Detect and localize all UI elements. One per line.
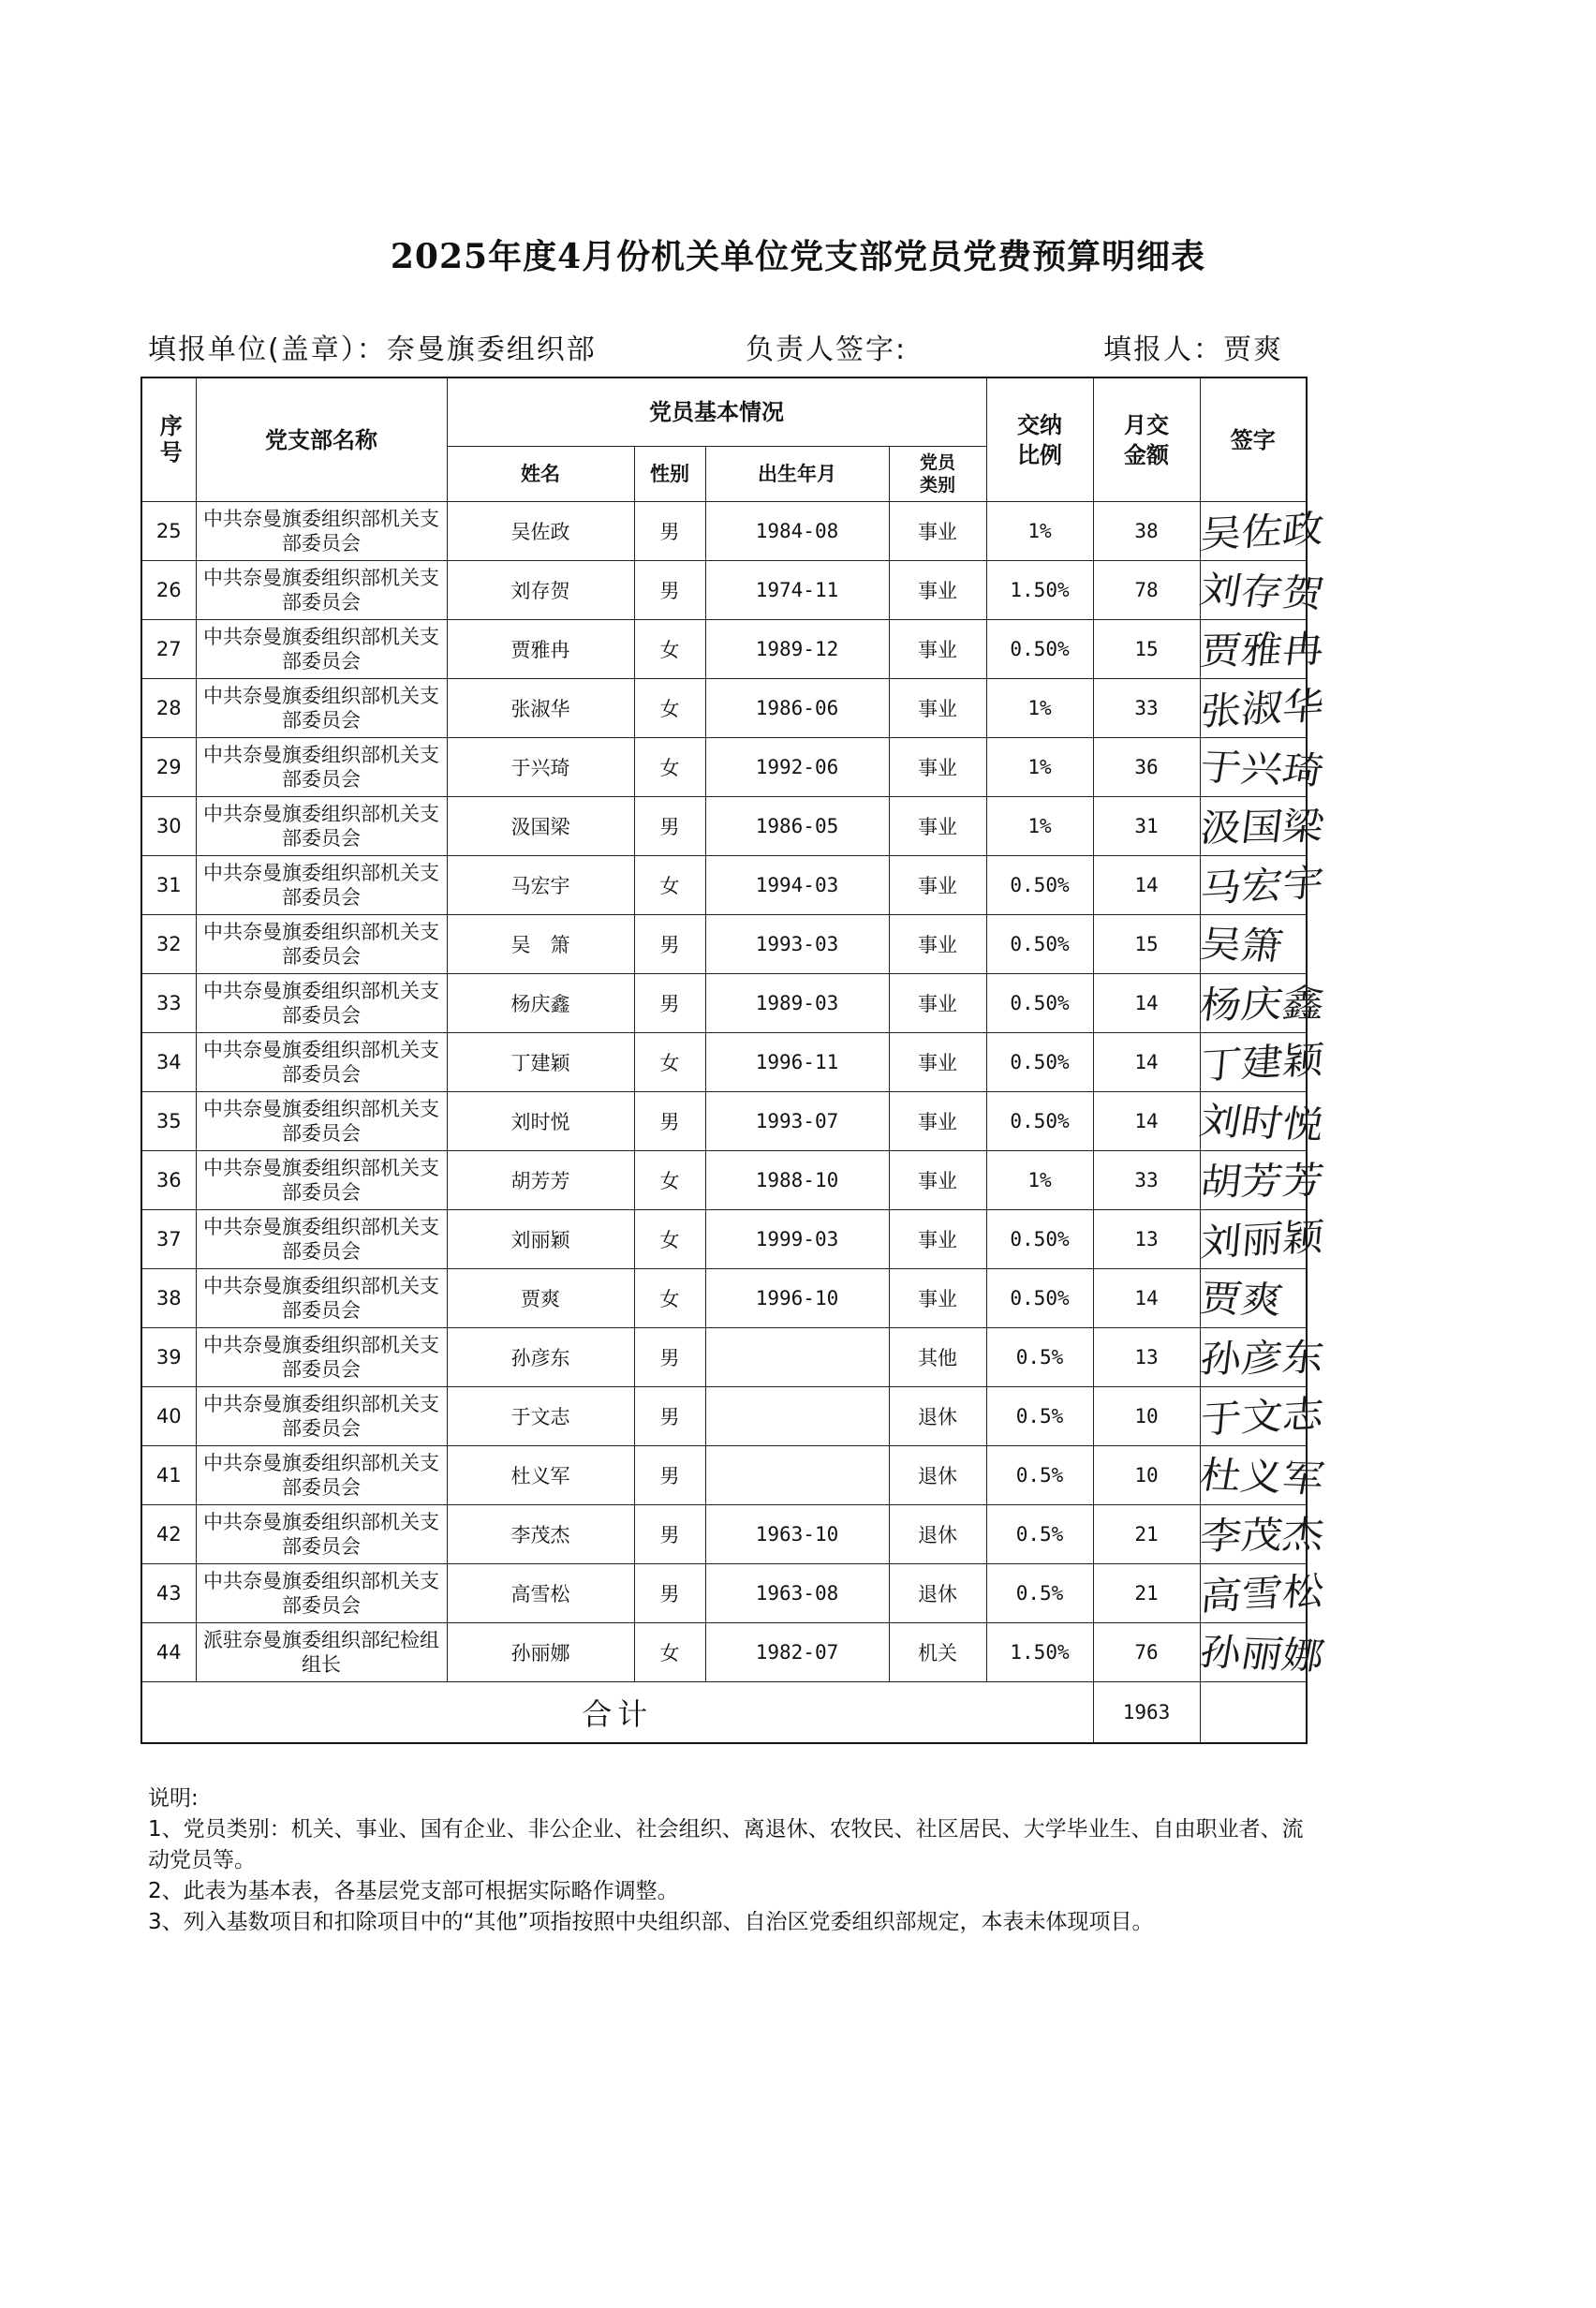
total-signature-cell <box>1200 1682 1307 1744</box>
cell-branch: 派驻奈曼旗委组织部纪检组组长 <box>196 1623 447 1682</box>
cell-category: 退休 <box>889 1564 986 1623</box>
cell-no: 32 <box>141 915 196 974</box>
cell-no: 27 <box>141 620 196 679</box>
cell-gender: 男 <box>634 1328 705 1387</box>
table-row <box>141 797 1307 856</box>
table-row <box>141 561 1307 620</box>
cell-ratio: 1% <box>986 502 1093 561</box>
table-row <box>141 1387 1307 1446</box>
cell-gender: 女 <box>634 1623 705 1682</box>
cell-gender: 男 <box>634 1446 705 1505</box>
cell-no: 28 <box>141 679 196 738</box>
svg-text:胡芳芳: 胡芳芳 <box>1197 1159 1315 1205</box>
cell-no: 40 <box>141 1387 196 1446</box>
cell-branch: 中共奈曼旗委组织部机关支部委员会 <box>196 1269 447 1328</box>
cell-branch: 中共奈曼旗委组织部机关支部委员会 <box>196 1092 447 1151</box>
cell-ratio: 0.50% <box>986 974 1093 1033</box>
cell-branch: 中共奈曼旗委组织部机关支部委员会 <box>196 502 447 561</box>
party-fee-table <box>140 377 1316 1744</box>
svg-text:于兴琦: 于兴琦 <box>1195 746 1316 793</box>
cell-category: 事业 <box>889 915 986 974</box>
table-row <box>141 915 1307 974</box>
cell-name: 张淑华 <box>447 679 634 738</box>
cell-name: 于兴琦 <box>447 738 634 797</box>
cell-name: 汲国梁 <box>447 797 634 856</box>
signature-image <box>1195 1623 1316 1681</box>
cell-name: 贾爽 <box>447 1269 634 1328</box>
signature-image <box>1197 620 1315 678</box>
cell-category: 事业 <box>889 856 986 915</box>
cell-birth: 1993-07 <box>705 1092 889 1151</box>
cell-name: 李茂杰 <box>447 1505 634 1564</box>
cell-birth: 1988-10 <box>705 1151 889 1210</box>
svg-text:刘丽颖: 刘丽颖 <box>1198 1216 1314 1265</box>
cell-amount: 14 <box>1093 1033 1200 1092</box>
handwritten-signature <box>1197 1328 1315 1387</box>
signature-image <box>1198 1210 1314 1268</box>
cell-amount: 15 <box>1093 620 1200 679</box>
cell-ratio: 0.50% <box>986 915 1093 974</box>
handwritten-signature <box>1195 561 1316 620</box>
cell-birth: 1984-08 <box>705 502 889 561</box>
cell-amount: 36 <box>1093 738 1200 797</box>
table-row <box>141 1151 1307 1210</box>
svg-text:杜义军: 杜义军 <box>1195 1454 1316 1502</box>
cell-branch: 中共奈曼旗委组织部机关支部委员会 <box>196 1505 447 1564</box>
cell-category: 其他 <box>889 1328 986 1387</box>
handwritten-signature <box>1195 738 1316 797</box>
col-header-branch: 党支部名称 <box>196 377 447 502</box>
cell-amount: 14 <box>1093 856 1200 915</box>
table-row <box>141 974 1307 1033</box>
cell-category: 事业 <box>889 1269 986 1328</box>
cell-amount: 33 <box>1093 679 1200 738</box>
signature-image <box>1197 1328 1315 1386</box>
cell-gender: 男 <box>634 797 705 856</box>
cell-amount: 14 <box>1093 1269 1200 1328</box>
cell-name: 胡芳芳 <box>447 1151 634 1210</box>
cell-birth: 1993-03 <box>705 915 889 974</box>
col-header-birth: 出生年月 <box>705 447 889 502</box>
svg-text:贾雅冉: 贾雅冉 <box>1197 628 1315 673</box>
cell-branch: 中共奈曼旗委组织部机关支部委员会 <box>196 620 447 679</box>
cell-birth: 1982-07 <box>705 1623 889 1682</box>
cell-no: 31 <box>141 856 196 915</box>
handwritten-signature <box>1195 1092 1316 1151</box>
cell-ratio: 0.5% <box>986 1387 1093 1446</box>
svg-text:孙彦东: 孙彦东 <box>1197 1336 1315 1382</box>
cell-no: 42 <box>141 1505 196 1564</box>
cell-ratio: 1% <box>986 797 1093 856</box>
cell-category: 退休 <box>889 1446 986 1505</box>
cell-branch: 中共奈曼旗委组织部机关支部委员会 <box>196 797 447 856</box>
cell-amount: 10 <box>1093 1387 1200 1446</box>
handwritten-signature <box>1198 679 1314 738</box>
cell-gender: 男 <box>634 1092 705 1151</box>
cell-name: 高雪松 <box>447 1564 634 1623</box>
notes-item-1: 1、党员类别：机关、事业、国有企业、非公企业、社会组织、离退休、农牧民、社区居民、大学毕业生、自由职业者、流动党员等。 <box>148 1817 1304 1872</box>
svg-text:丁建颖: 丁建颖 <box>1198 1039 1314 1088</box>
table-row <box>141 1033 1307 1092</box>
handwritten-signature <box>1197 974 1315 1033</box>
cell-no: 41 <box>141 1446 196 1505</box>
table-row <box>141 1505 1307 1564</box>
handwritten-signature <box>1198 856 1314 915</box>
cell-birth: 1963-10 <box>705 1505 889 1564</box>
notes-item-2: 2、此表为基本表，各基层党支部可根据实际略作调整。 <box>148 1879 679 1903</box>
cell-branch: 中共奈曼旗委组织部机关支部委员会 <box>196 1033 447 1092</box>
cell-amount: 78 <box>1093 561 1200 620</box>
cell-gender: 男 <box>634 974 705 1033</box>
cell-category: 事业 <box>889 974 986 1033</box>
cell-gender: 男 <box>634 1387 705 1446</box>
table-row <box>141 1210 1307 1269</box>
handwritten-signature <box>1198 502 1314 561</box>
cell-category: 退休 <box>889 1387 986 1446</box>
cell-no: 35 <box>141 1092 196 1151</box>
cell-name: 马宏宇 <box>447 856 634 915</box>
col-header-gender: 性别 <box>634 447 705 502</box>
cell-no: 38 <box>141 1269 196 1328</box>
signature-image <box>1198 502 1314 560</box>
cell-birth: 1999-03 <box>705 1210 889 1269</box>
table-row <box>141 1328 1307 1387</box>
col-header-basic-info: 党员基本情况 <box>447 377 986 447</box>
cell-amount: 33 <box>1093 1151 1200 1210</box>
cell-ratio: 0.50% <box>986 1033 1093 1092</box>
cell-ratio: 1% <box>986 679 1093 738</box>
col-header-signature: 签字 <box>1200 377 1307 502</box>
svg-text:张淑华: 张淑华 <box>1198 685 1314 734</box>
svg-text:于文志: 于文志 <box>1198 1393 1314 1442</box>
cell-ratio: 1% <box>986 738 1093 797</box>
cell-gender: 女 <box>634 1033 705 1092</box>
signature-image <box>1198 679 1314 737</box>
signature-image <box>1198 1564 1314 1622</box>
table-body <box>141 502 1316 1682</box>
cell-name: 吴佐政 <box>447 502 634 561</box>
notes-item-3: 3、列入基数项目和扣除项目中的“其他”项指按照中央组织部、自治区党委组织部规定，本表未体现项目。 <box>148 1910 1154 1934</box>
cell-ratio: 1.50% <box>986 1623 1093 1682</box>
svg-text:刘时悦: 刘时悦 <box>1195 1100 1316 1147</box>
cell-name: 刘时悦 <box>447 1092 634 1151</box>
fill-unit-label: 填报单位(盖章）：奈曼旗委组织部 <box>148 333 597 366</box>
cell-amount: 14 <box>1093 1092 1200 1151</box>
col-header-no: 序号 <box>141 377 196 502</box>
cell-name: 杜义军 <box>447 1446 634 1505</box>
cell-branch: 中共奈曼旗委组织部机关支部委员会 <box>196 561 447 620</box>
page-title: 2025年度4月份机关单位党支部党员党费预算明细表 <box>390 237 1206 276</box>
cell-birth: 1989-12 <box>705 620 889 679</box>
cell-name: 于文志 <box>447 1387 634 1446</box>
table-row <box>141 1623 1307 1682</box>
cell-amount: 38 <box>1093 502 1200 561</box>
handwritten-signature <box>1198 1210 1314 1269</box>
cell-name: 刘丽颖 <box>447 1210 634 1269</box>
cell-name: 孙丽娜 <box>447 1623 634 1682</box>
cell-ratio: 0.50% <box>986 1210 1093 1269</box>
cell-birth: 1986-06 <box>705 679 889 738</box>
svg-text:李茂杰: 李茂杰 <box>1197 1513 1315 1559</box>
table-row <box>141 856 1307 915</box>
cell-ratio: 0.5% <box>986 1505 1093 1564</box>
cell-ratio: 0.50% <box>986 856 1093 915</box>
col-header-category: 党员类别 <box>889 447 986 502</box>
signature-image <box>1195 561 1316 619</box>
svg-text:刘存贺: 刘存贺 <box>1195 569 1316 616</box>
cell-amount: 21 <box>1093 1564 1200 1623</box>
table-row <box>141 738 1307 797</box>
cell-branch: 中共奈曼旗委组织部机关支部委员会 <box>196 1564 447 1623</box>
cell-ratio: 0.50% <box>986 1092 1093 1151</box>
svg-text:马宏宇: 马宏宇 <box>1198 862 1314 911</box>
cell-no: 30 <box>141 797 196 856</box>
cell-ratio: 1.50% <box>986 561 1093 620</box>
cell-branch: 中共奈曼旗委组织部机关支部委员会 <box>196 679 447 738</box>
cell-gender: 女 <box>634 620 705 679</box>
cell-category: 事业 <box>889 1151 986 1210</box>
signature-image <box>1198 1033 1314 1091</box>
table-row <box>141 502 1307 561</box>
cell-birth: 1974-11 <box>705 561 889 620</box>
cell-gender: 男 <box>634 1564 705 1623</box>
table-row <box>141 620 1307 679</box>
cell-branch: 中共奈曼旗委组织部机关支部委员会 <box>196 1151 447 1210</box>
cell-no: 29 <box>141 738 196 797</box>
cell-name: 孙彦东 <box>447 1328 634 1387</box>
col-header-ratio: 交纳比例 <box>986 377 1093 502</box>
svg-text:汲国梁: 汲国梁 <box>1197 805 1315 851</box>
signature-image <box>1195 1269 1307 1327</box>
cell-branch: 中共奈曼旗委组织部机关支部委员会 <box>196 1446 447 1505</box>
handwritten-signature <box>1195 1446 1316 1505</box>
cell-category: 事业 <box>889 738 986 797</box>
signature-image <box>1197 974 1315 1032</box>
cell-ratio: 0.50% <box>986 620 1093 679</box>
cell-gender: 男 <box>634 1505 705 1564</box>
col-header-name: 姓名 <box>447 447 634 502</box>
cell-gender: 女 <box>634 1151 705 1210</box>
handwritten-signature <box>1198 1033 1314 1092</box>
handwritten-signature <box>1197 620 1315 679</box>
cell-branch: 中共奈曼旗委组织部机关支部委员会 <box>196 1328 447 1387</box>
cell-birth: 1989-03 <box>705 974 889 1033</box>
cell-category: 事业 <box>889 1210 986 1269</box>
cell-birth <box>705 1387 889 1446</box>
cell-birth: 1994-03 <box>705 856 889 915</box>
cell-gender: 男 <box>634 561 705 620</box>
svg-text:吴佐政: 吴佐政 <box>1198 508 1314 557</box>
cell-name: 贾雅冉 <box>447 620 634 679</box>
cell-category: 事业 <box>889 1092 986 1151</box>
signature-image <box>1197 797 1315 855</box>
cell-amount: 21 <box>1093 1505 1200 1564</box>
col-header-amount: 月交金额 <box>1093 377 1200 502</box>
signature-image <box>1195 1446 1316 1504</box>
cell-ratio: 0.5% <box>986 1564 1093 1623</box>
table-row <box>141 679 1307 738</box>
signature-image <box>1197 1151 1315 1209</box>
cell-ratio: 0.5% <box>986 1328 1093 1387</box>
signature-image <box>1195 915 1307 973</box>
total-amount: 1963 <box>1093 1682 1200 1744</box>
cell-amount: 15 <box>1093 915 1200 974</box>
handwritten-signature <box>1197 797 1315 856</box>
cell-gender: 女 <box>634 679 705 738</box>
total-label: 合计 <box>141 1682 1093 1744</box>
signature-image <box>1195 1092 1316 1150</box>
cell-branch: 中共奈曼旗委组织部机关支部委员会 <box>196 856 447 915</box>
handwritten-signature <box>1195 915 1307 974</box>
cell-category: 事业 <box>889 502 986 561</box>
cell-no: 39 <box>141 1328 196 1387</box>
cell-category: 事业 <box>889 561 986 620</box>
cell-no: 44 <box>141 1623 196 1682</box>
cell-category: 事业 <box>889 797 986 856</box>
signature-image <box>1198 1387 1314 1445</box>
cell-birth: 1996-11 <box>705 1033 889 1092</box>
cell-category: 事业 <box>889 679 986 738</box>
handwritten-signature <box>1197 1505 1315 1564</box>
total-row <box>141 1682 1307 1744</box>
cell-birth: 1963-08 <box>705 1564 889 1623</box>
cell-amount: 13 <box>1093 1328 1200 1387</box>
cell-gender: 女 <box>634 738 705 797</box>
signature-image <box>1198 856 1314 914</box>
svg-text:吴箫: 吴箫 <box>1195 923 1278 969</box>
cell-category: 事业 <box>889 620 986 679</box>
svg-text:贾爽: 贾爽 <box>1195 1277 1278 1323</box>
cell-ratio: 0.5% <box>986 1446 1093 1505</box>
cell-birth: 1992-06 <box>705 738 889 797</box>
cell-no: 34 <box>141 1033 196 1092</box>
cell-ratio: 1% <box>986 1151 1093 1210</box>
cell-amount: 14 <box>1093 974 1200 1033</box>
cell-name: 刘存贺 <box>447 561 634 620</box>
table-row <box>141 1446 1307 1505</box>
cell-gender: 女 <box>634 1269 705 1328</box>
cell-name: 杨庆鑫 <box>447 974 634 1033</box>
cell-no: 36 <box>141 1151 196 1210</box>
cell-gender: 女 <box>634 1210 705 1269</box>
cell-category: 事业 <box>889 1033 986 1092</box>
cell-amount: 31 <box>1093 797 1200 856</box>
cell-no: 26 <box>141 561 196 620</box>
cell-amount: 10 <box>1093 1446 1200 1505</box>
table-row <box>141 1269 1307 1328</box>
cell-branch: 中共奈曼旗委组织部机关支部委员会 <box>196 974 447 1033</box>
cell-branch: 中共奈曼旗委组织部机关支部委员会 <box>196 1210 447 1269</box>
cell-name: 丁建颖 <box>447 1033 634 1092</box>
svg-text:孙丽娜: 孙丽娜 <box>1195 1631 1316 1679</box>
notes <box>148 1783 1309 1938</box>
handwritten-signature <box>1198 1564 1314 1623</box>
cell-ratio: 0.50% <box>986 1269 1093 1328</box>
cell-gender: 男 <box>634 502 705 561</box>
cell-birth: 1996-10 <box>705 1269 889 1328</box>
table-row <box>141 1092 1307 1151</box>
leader-signature-label: 负责人签字: <box>746 333 908 366</box>
cell-birth: 1986-05 <box>705 797 889 856</box>
cell-birth <box>705 1446 889 1505</box>
signature-image <box>1195 738 1316 796</box>
cell-no: 33 <box>141 974 196 1033</box>
notes-heading: 说明: <box>148 1786 199 1811</box>
table-row <box>141 1564 1307 1623</box>
cell-no: 37 <box>141 1210 196 1269</box>
cell-gender: 女 <box>634 856 705 915</box>
signature-image <box>1197 1505 1315 1563</box>
cell-amount: 13 <box>1093 1210 1200 1269</box>
cell-branch: 中共奈曼旗委组织部机关支部委员会 <box>196 738 447 797</box>
handwritten-signature <box>1195 1269 1307 1328</box>
handwritten-signature <box>1195 1623 1316 1682</box>
cell-no: 25 <box>141 502 196 561</box>
cell-name: 吴 箫 <box>447 915 634 974</box>
cell-gender: 男 <box>634 915 705 974</box>
cell-branch: 中共奈曼旗委组织部机关支部委员会 <box>196 915 447 974</box>
svg-text:高雪松: 高雪松 <box>1198 1570 1314 1620</box>
cell-category: 机关 <box>889 1623 986 1682</box>
handwritten-signature <box>1198 1387 1314 1446</box>
cell-no: 43 <box>141 1564 196 1623</box>
cell-category: 退休 <box>889 1505 986 1564</box>
cell-branch: 中共奈曼旗委组织部机关支部委员会 <box>196 1387 447 1446</box>
svg-text:杨庆鑫: 杨庆鑫 <box>1197 982 1315 1028</box>
handwritten-signature <box>1197 1151 1315 1210</box>
cell-birth <box>705 1328 889 1387</box>
filler-label: 填报人：贾爽 <box>1103 333 1283 366</box>
cell-amount: 76 <box>1093 1623 1200 1682</box>
